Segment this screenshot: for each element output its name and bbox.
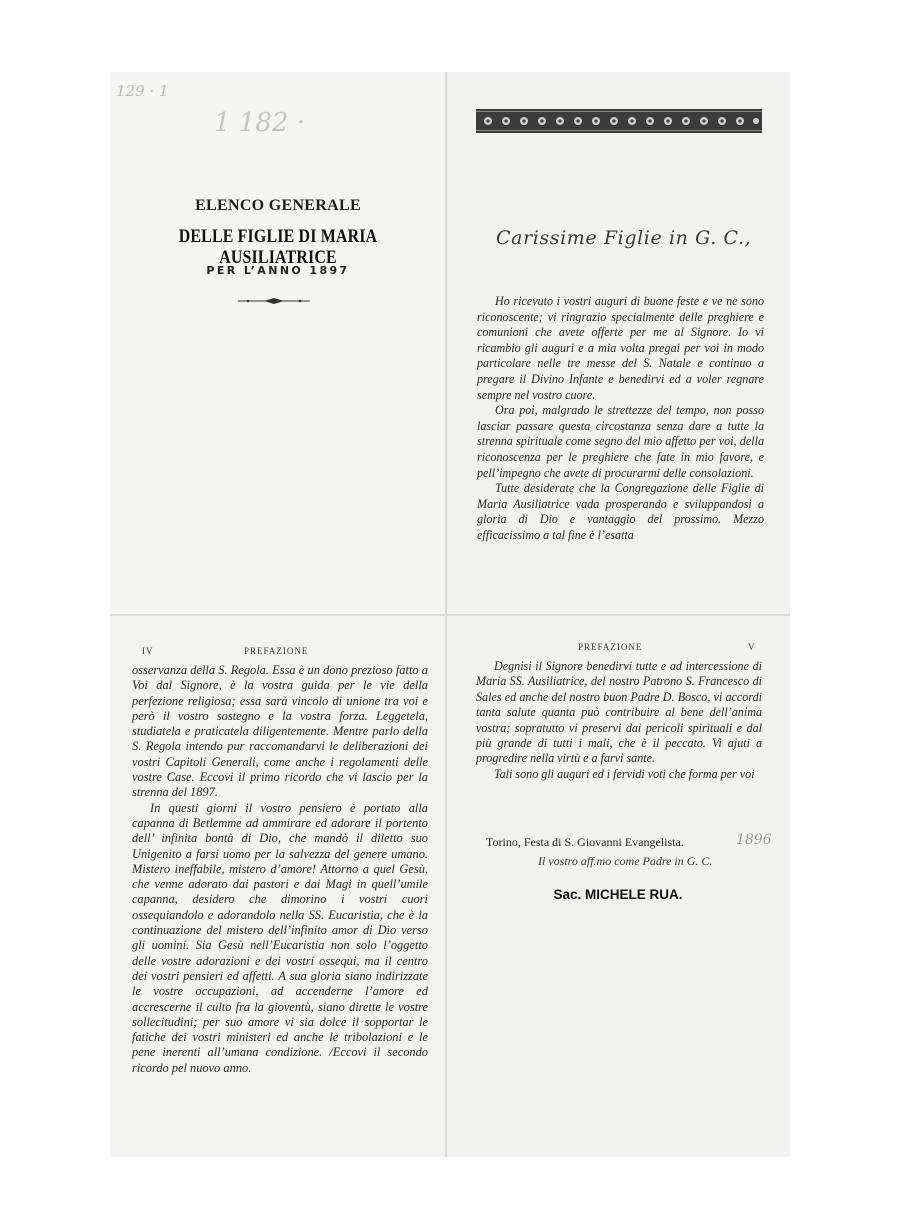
page-number: V [748, 642, 756, 652]
fold-line-horizontal [110, 614, 790, 616]
preface-body-iv [132, 663, 428, 1076]
title-line-1: ELENCO GENERALE [195, 197, 361, 214]
decorative-band-icon [476, 109, 762, 133]
preface-body-v [476, 659, 762, 782]
title-line-2: DELLE FIGLIE DI MARIA AUSILIATRICE [178, 227, 378, 268]
letter-body-1 [477, 294, 764, 544]
preface-page-iv [110, 615, 446, 1157]
ornament-rule-icon [238, 297, 310, 305]
handwritten-year: 1896 [736, 832, 772, 848]
paragraph: Degnisi il Signore benedirvi tutte e ad intercessione di Maria SS. Ausiliatrice, del nostro Patrono S. Francesco di Sales ed anche del nostro buon Padre D. Bosco, vi accordi tanta salute quanta può contribuire al bene dell’anima vostra; sopratutto vi preservi dai pericoli spirituali e dal più grande di tutti i mali, che è il peccato. Vi ajuti a progredire nella virtù e a farvi sante. [476, 659, 762, 766]
paragraph: In questi giorni il vostro pensiero è portato alla capanna di Betlemme ad ammirare ed adorare il portento dell’ infinita bontà di Dio, che mandò il diletto suo Unigenito a farsi uomo per la salvezza del genere umano. Mistero ineffabile, mistero d’amore! Attorno a quel Gesù, che venne adorato dai pastori e dai Magi in quell’umile capanna, desidero che dimorino i vostri cuori ossequiandolo e adorandolo nella SS. Eucaristia, che è la continuazione del mistero dell’infinito amor di Dio verso gli uomini. Sia Gesù nell’Eucaristia non solo l’oggetto delle vostre adorazioni e dei vostri ossequi, ma il centro dei vostri pensieri ed affetti. A sua gloria siano indirizzate le vostre occupazioni, ad accenderne l’amore ed accrescerne il culto fra la gioventù, siano dirette le vostre sollecitudini; per suo amore vi sia dolce il sopportar le fatiche dei vostri ministeri ed anche le tribolazioni e le pene inerenti all’umana condizione. /Eccovi il secondo ricordo pel nuovo anno. [132, 800, 428, 1075]
handwritten-note: 129 · 1 [116, 82, 169, 100]
paragraph: Ora poi, malgrado le strettezze del tempo, non posso lasciar passare questa circostanza senza dare a tutte la strenna spirituale come segno del mio affetto per voi, della riconoscenza per le preghiere che fate in mio favore, e pell’impegno che avete di procurarmi delle consolazioni. [477, 403, 764, 480]
paragraph: Ho ricevuto i vostri auguri di buone feste e ve ne sono riconoscente; vi ringrazio specialmente delle preghiere e comunioni che avete offerte per me al Signore. Io vi ricambio gli auguri e a mia volta pregai per voi in modo particolare nelle tre messe del S. Natale e continuo a pregare il Divino Infante e benedirvi ed a voler regnare sempre nel vostro cuore. [477, 294, 764, 402]
page-number: IV [142, 646, 154, 656]
signature: Sac. MICHELE RUA. [553, 887, 683, 902]
salutation: Carissime Figlie in G. C., [496, 227, 752, 249]
closing: Il vostro aff.mo come Padre in G. C. [538, 854, 713, 868]
letter-page-1 [446, 72, 790, 615]
paragraph: Tutte desiderate che la Congregazione delle Figlie di Maria Ausiliatrice vada prosperando e sviluppandosi a gloria di Dio e vantaggio del prossimo. Mezzo efficacissimo a tal fine è l’esatta [477, 481, 764, 542]
running-head: PREFAZIONE [244, 646, 309, 656]
title-page [110, 72, 446, 615]
running-head: PREFAZIONE [578, 642, 643, 652]
handwritten-number: 1 182 · [214, 108, 305, 138]
place-date: Torino, Festa di S. Giovanni Evangelista. [486, 835, 684, 849]
paragraph: osservanza della S. Regola. Essa è un dono prezioso fatto a Voi dal Signore, è la vostra guida per le vie della perfezione religiosa; essa sarà vincolo di unione tra voi e però il vostro sostegno e la vostra forza. Leggetela, studiatela e praticatela diligentemente. Mentre parlo della S. Regola intendo pur raccomandarvi le deliberazioni dei vostri Capitoli Generali, come anche i regolamenti delle vostre Case. Eccovi il primo ricordo che vi lascio per la strenna del 1897. [132, 663, 428, 800]
paragraph: Tali sono gli auguri ed i fervidi voti che forma per voi [494, 766, 755, 781]
title-line-3: PER L’ANNO 1897 [206, 264, 350, 277]
preface-page-v [446, 615, 790, 1157]
